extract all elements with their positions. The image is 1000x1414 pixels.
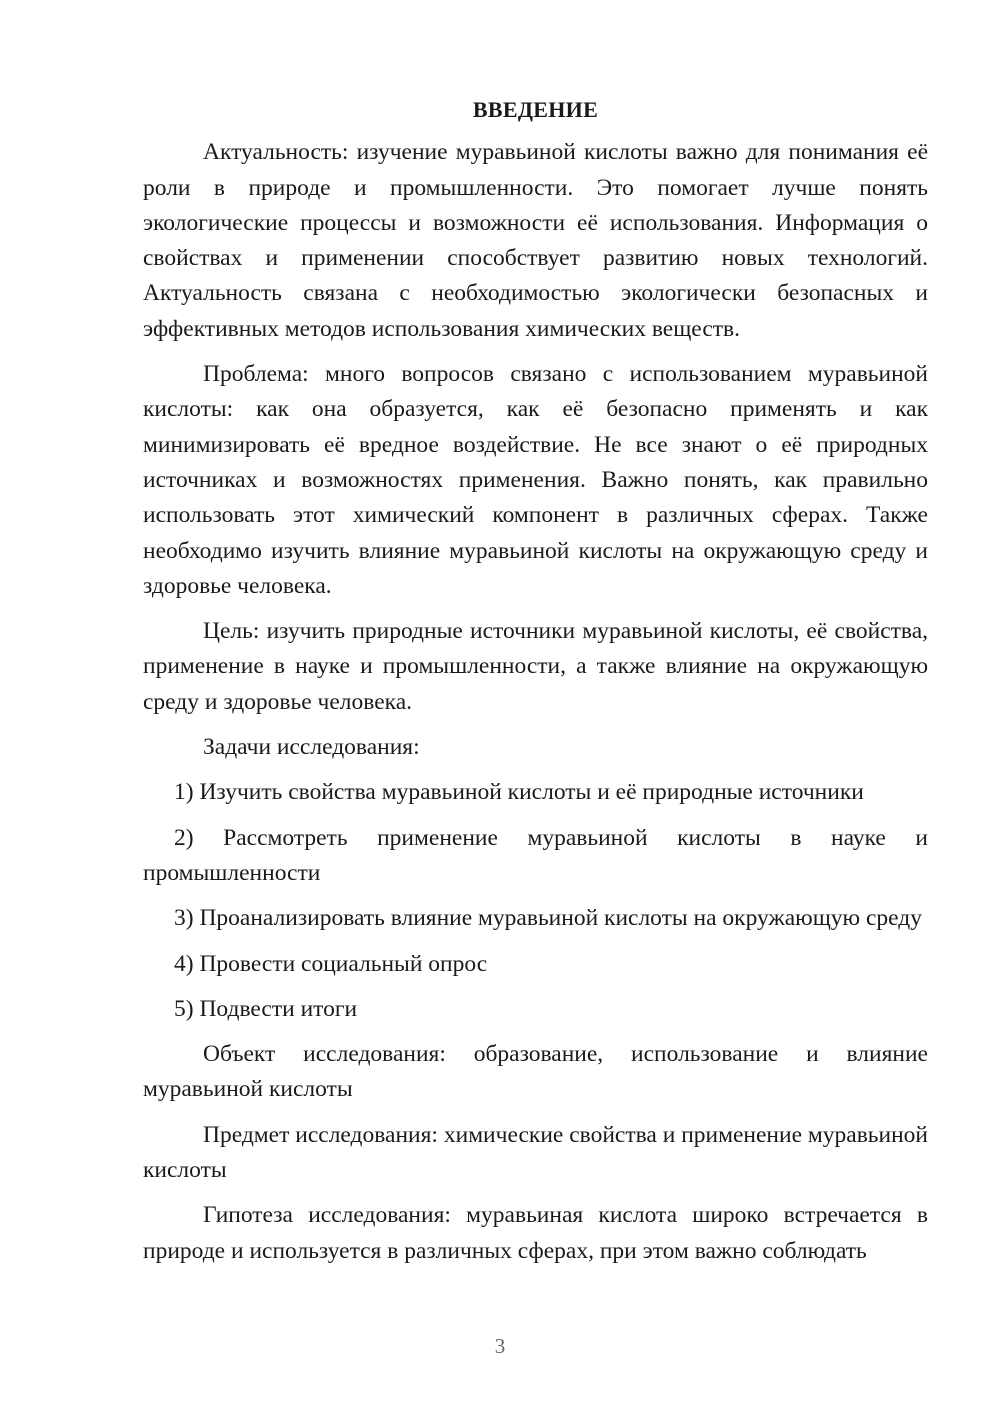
- paragraph-subject: Предмет исследования: химические свойства и применение муравьиной кислоты: [143, 1121, 928, 1184]
- paragraph-object: Объект исследования: образование, использование и влияние муравьиной кислоты: [143, 1041, 928, 1103]
- task-item-5: 5) Подвести итоги: [174, 995, 358, 1022]
- task-item-1: 1) Изучить свойства муравьиной кислоты и её природные источники: [174, 779, 864, 806]
- page-title: ВВЕДЕНИЕ: [472, 97, 599, 122]
- paragraph-problem: Проблема: много вопросов связано с использованием муравьиной кислоты: как она образуется, как её безопасно применять и как минимизировать её вредное воздействие. Не все знают о её природных источниках и возможностях применения. Важно понять, как правильно использовать этот химический компонент в различных сферах. Также необходимо изучить влияние муравьиной кислоты на окружающую среду и здоровье человека.: [143, 361, 928, 599]
- page-number: 3: [494, 1334, 506, 1358]
- task-item-3: 3) Проанализировать влияние муравьиной кислоты на окружающую среду: [174, 905, 922, 932]
- paragraph-relevance: Актуальность: изучение муравьиной кислоты важно для понимания её роли в природе и промышленности. Это помогает лучше понять экологические процессы и возможности её использования. Информация о свойствах и применении способствует развитию новых технологий. Актуальность связана с необходимостью экологически безопасных и эффективных методов использования химических веществ.: [143, 139, 928, 342]
- page-content: [143, 92, 928, 1279]
- task-item-4: 4) Провести социальный опрос: [174, 950, 488, 977]
- paragraph-hypothesis: Гипотеза исследования: муравьиная кислота широко встречается в природе и используется в различных сферах, при этом важно соблюдать: [143, 1202, 928, 1264]
- paragraph-goal: Цель: изучить природные источники муравьиной кислоты, её свойства, применение в науке и промышленности, а также влияние на окружающую среду и здоровье человека.: [143, 618, 928, 715]
- tasks-heading: Задачи исследования:: [203, 734, 420, 761]
- task-item-2: 2) Рассмотреть применение муравьиной кислоты в науке и промышленности: [143, 824, 928, 886]
